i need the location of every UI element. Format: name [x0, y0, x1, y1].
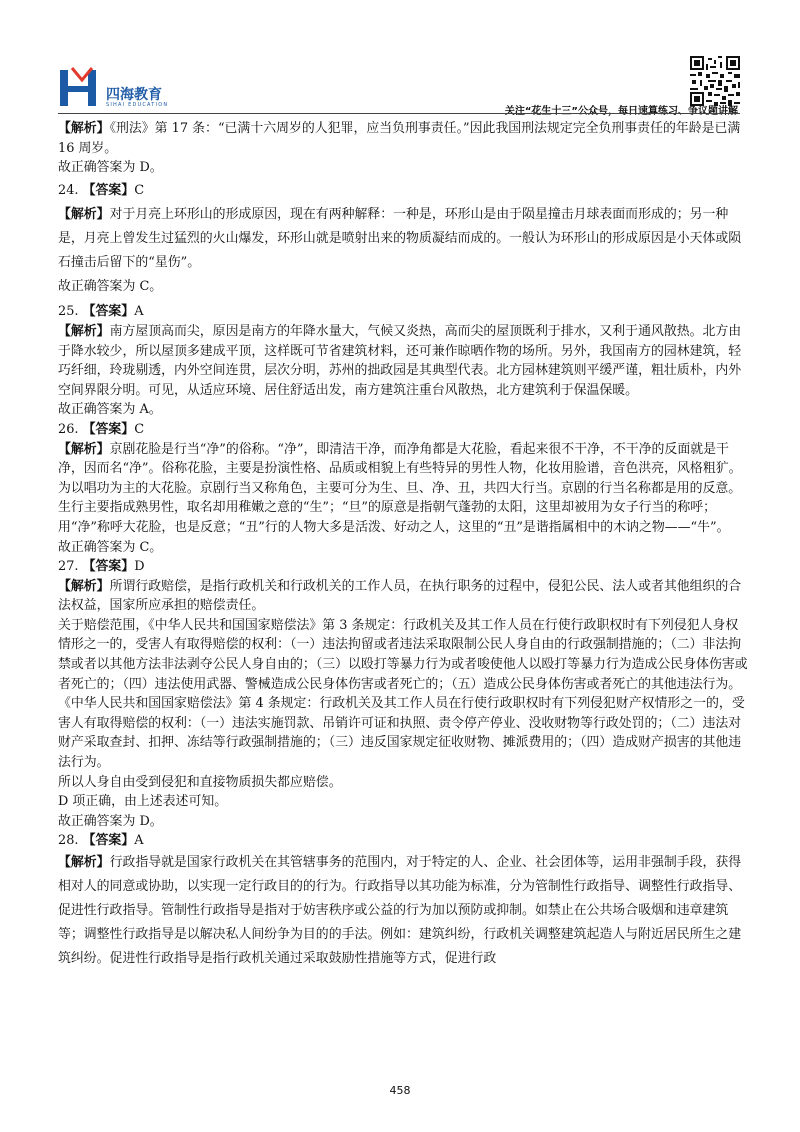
answer-conclusion: 故正确答案为 D。 [58, 160, 163, 176]
analysis-paragraph [58, 119, 748, 158]
answer-line [58, 557, 748, 577]
answer-line [58, 420, 748, 440]
analysis-paragraph [58, 440, 748, 538]
analysis-label: 【解析】 [58, 121, 110, 136]
answer-value: A [134, 833, 144, 849]
answer-conclusion: 故正确答案为 D。 [58, 813, 163, 829]
analysis-label: 【解析】 [58, 323, 110, 339]
answer-value: C [134, 182, 145, 198]
question-number: 27. [58, 559, 79, 575]
header-promo-text: 关注“花生十三”公众号，每日速算练习、争议题讲解 [504, 106, 738, 117]
question-number: 24. [58, 182, 79, 198]
paragraph-text: 所谓行政赔偿，是指行政机关和行政机关的工作人员，在执行职务的过程中，侵犯公民、法人或者其他组织的合法权益，国家所应承担的赔偿责任。 [58, 578, 742, 614]
answer-value: A [134, 304, 144, 320]
answer-label: 【答案】 [82, 304, 135, 320]
answer-label: 【答案】 [82, 421, 135, 437]
answer-conclusion: 故正确答案为 A。 [58, 402, 162, 418]
logo-subtitle: SIHAI EDUCATION [106, 102, 169, 108]
summary-line: 所以人身自由受到侵犯和直接物质损失都应赔偿。 [58, 774, 342, 790]
answer-label: 【答案】 [82, 182, 135, 198]
answer-line [58, 302, 748, 322]
question-number: 25. [58, 304, 79, 320]
paragraph-text: 《刑法》第 17 条：“已满十六周岁的人犯罪，应当负刑事责任。”因此我国刑法规定完全负刑事责任的年龄是已满 16 周岁。 [58, 121, 741, 156]
answer-label: 【答案】 [82, 833, 135, 849]
summary-line: D 项正确，由上述表述可知。 [58, 794, 228, 810]
qr-code-icon [690, 56, 740, 106]
logo-name: 四海教育 [106, 87, 162, 103]
paragraph-text: 南方屋顶高而尖，原因是南方的年降水量大，气候又炎热，高而尖的屋顶既利于排水，又利于通风散热。北方由于降水较少，所以屋顶多建成平顶，这样既可节省建筑材料，还可兼作晾晒作物的场所。另外，我国南方的园林建筑，轻巧纤细，玲珑剔透，内外空间连贯，层次分明，苏州的拙政园是其典型代表。北方园林建筑则平缓严谨，粗壮质朴，内外空间界限分明。可见，从适应环境、居住舒适出发，南方建筑注重台风散热，北方建筑利于保温保暖。 [58, 323, 742, 398]
analysis-paragraph [58, 851, 748, 971]
question-number: 28. [58, 833, 79, 849]
law-paragraph: 关于赔偿范围，《中华人民共和国国家赔偿法》第 3 条规定：行政机关及其工作人员在行使行政职权时有下列侵犯人身权情形之一的，受害人有取得赔偿的权利：（一）违法拘留或者违法采取限制公民人身自由的行政强制措施的；（二）非法拘禁或者以其他方法非法剥夺公民人身自由的；（三）以殴打等暴力行为或者唆使他人以殴打等暴力行为造成公民身体伤害或者死亡的；（四）违法使用武器、警械造成公民身体伤害或者死亡的；（五）造成公民身体伤害或者死亡的其他违法行为。《中华人民共和国国家赔偿法》第 4 条规定：行政机关及其工作人员在行使行政职权时有下列侵犯财产权情形之一的，受害人有取得赔偿的权利：（一）违法实施罚款、吊销许可证和执照、责令停产停业、没收财物等行政处罚的；（二）违法对财产采取查封、扣押、冻结等行政强制措施的；（三）违反国家规定征收财物、摊派费用的；（四）造成财产损害的其他违法行为。 [58, 617, 748, 771]
answer-line [58, 181, 748, 201]
logo-mark-icon [58, 66, 102, 110]
page-number: 458 [389, 1084, 411, 1097]
header-divider [58, 113, 740, 114]
analysis-paragraph [58, 203, 748, 275]
question-number: 26. [58, 421, 79, 437]
answer-label: 【答案】 [82, 559, 135, 575]
analysis-label: 【解析】 [58, 207, 110, 223]
answer-line [58, 831, 748, 851]
analysis-label: 【解析】 [58, 855, 110, 870]
answer-value: C [134, 421, 145, 437]
paragraph-text: 对于月亮上环形山的形成原因，现在有两种解释：一种是，环形山是由于陨星撞击月球表面而形成的；另一种是，月亮上曾发生过猛烈的火山爆发，环形山就是喷射出来的物质凝结而成的。一般认为环形山的形成原因是小天体或陨石撞击后留下的“星伤”。 [58, 207, 742, 271]
answer-value: D [134, 559, 145, 575]
paragraph-text: 行政指导就是国家行政机关在其管辖事务的范围内，对于特定的人、企业、社会团体等，运用非强制手段，获得相对人的同意或协助，以实现一定行政目的的行为。行政指导以其功能为标准，分为管制性行政指导、调整性行政指导、促进性行政指导。管制性行政指导是指对于妨害秩序或公益的行为加以预防或抑制。如禁止在公共场合吸烟和违章建筑等；调整性行政指导是以解决私人间纷争为目的的手法。例如：建筑纠纷，行政机关调整建筑起造人与附近居民所生之建筑纠纷。促进性行政指导是指行政机关通过采取鼓励性措施等方式，促进行政 [58, 855, 742, 966]
sihai-logo [58, 66, 218, 112]
analysis-paragraph [58, 577, 748, 616]
page-header [58, 56, 740, 117]
analysis-label: 【解析】 [58, 441, 110, 457]
analysis-label: 【解析】 [58, 578, 110, 594]
document-body [58, 119, 748, 971]
answer-conclusion: 故正确答案为 C。 [58, 279, 163, 295]
paragraph-text: 京剧花脸是行当“净”的俗称。“净”，即清洁干净，而净角都是大花脸，看起来很不干净，不干净的反面就是干净，因而名“净”。俗称花脸，主要是扮演性格、品质或相貌上有些特异的男性人物，化妆用脸谱，音色洪亮，风格粗犷。为以唱功为主的大花脸。京剧行当又称角色，主要可分为生、旦、净、丑，共四大行当。京剧的行当名称都是用的反意。生行主要指成熟男性，取名却用稚嫩之意的“生”；“旦”的原意是指朝气蓬勃的太阳，这里却被用为女子行当的称呼；用“净”称呼大花脸，也是反意；“丑”行的人物大多是活泼、好动之人，这里的“丑”是谐指属相中的木讷之物——“牛”。 [58, 441, 742, 535]
answer-conclusion: 故正确答案为 C。 [58, 539, 163, 555]
analysis-paragraph [58, 322, 748, 400]
